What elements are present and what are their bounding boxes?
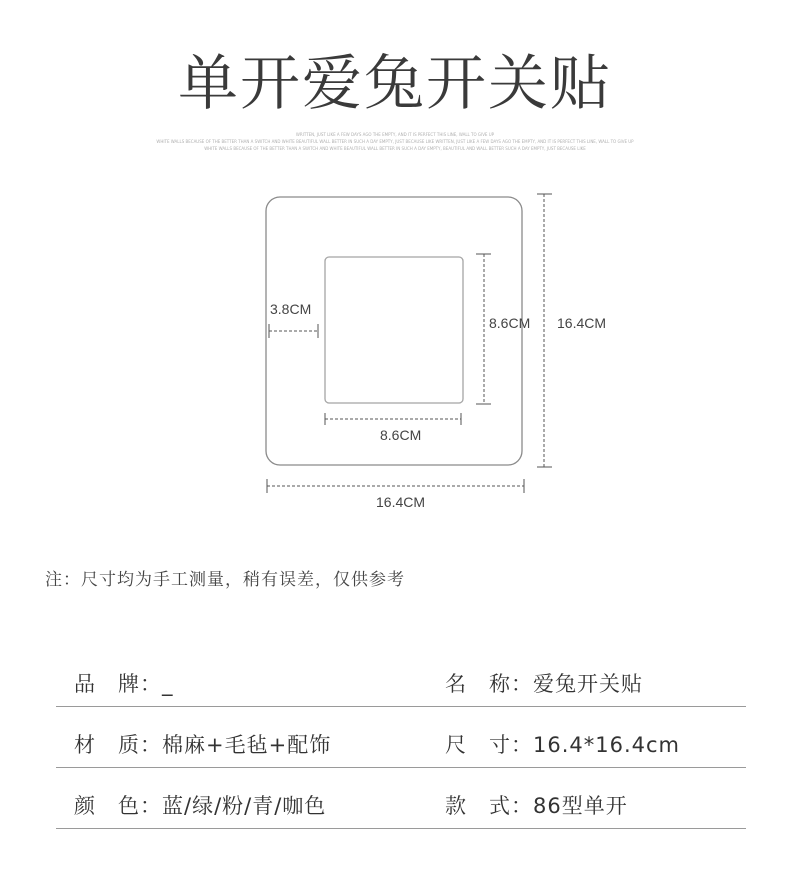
spec-key: 材 质：	[74, 733, 162, 757]
subtitle-line-1: WRITTEN, JUST LIKE A FEW DAYS AGO THE EMPTY, AND IT IS PERFECT THIS LINE, WALL TO GIVE UP	[295, 132, 495, 137]
outer-height-dimension-label: 16.4CM	[557, 315, 607, 331]
spec-key: 品 牌：	[74, 672, 162, 696]
spec-row	[56, 768, 746, 829]
spec-key: 颜 色：	[74, 794, 162, 818]
spec-key: 款 式：	[445, 794, 533, 818]
margin-dimension-label: 3.8CM	[270, 301, 312, 317]
page-title: 单开爱兔开关贴	[178, 49, 612, 119]
spec-value: 爱兔开关贴	[533, 672, 643, 696]
measurement-note: 注：尺寸均为手工测量，稍有误差，仅供参考	[45, 570, 405, 590]
subtitle-line-3: WHITE WALLS BECAUSE OF THE BETTER THAN A SWITCH AND WHITE BEAUTIFUL WALL BETTER IN SUCH A DAY EMPTY, BEAUTIFUL AND WALL BETTER SUCH A DAY EMPTY, JUST BECAUSE LIKE	[204, 146, 586, 151]
spec-key: 尺 寸：	[445, 733, 533, 757]
spec-value: _	[162, 672, 174, 696]
spec-cell-color	[74, 790, 326, 820]
spec-value: 棉麻+毛毡+配饰	[162, 733, 332, 757]
inner-width-dimension-label: 8.6CM	[380, 427, 422, 443]
inner-height-dimension-label: 8.6CM	[489, 315, 531, 331]
spec-row	[56, 707, 746, 768]
spec-key: 名 称：	[445, 672, 533, 696]
spec-cell-name	[445, 668, 643, 698]
spec-value: 86型单开	[533, 794, 628, 818]
spec-table	[56, 660, 746, 829]
subtitle-line-2: WHITE WALLS BECAUSE OF THE BETTER THAN A SWITCH AND WHITE BEAUTIFUL WALL BETTER IN SUCH A DAY EMPTY, JUST BECAUSE LIKE WRITTEN, JUST LIKE A FEW DAYS AGO THE EMPTY, AND IT IS PERFECT THIS LINE, WALL TO GIVE UP	[156, 139, 634, 144]
spec-cell-style	[445, 790, 628, 820]
spec-cell-size	[445, 729, 680, 759]
spec-row	[56, 660, 746, 707]
outer-width-dimension-label: 16.4CM	[376, 494, 426, 510]
inner-opening-outline	[325, 257, 463, 403]
spec-cell-material	[74, 729, 331, 759]
spec-value: 蓝/绿/粉/青/咖色	[162, 794, 327, 818]
spec-cell-brand	[74, 668, 174, 698]
spec-value: 16.4*16.4cm	[533, 733, 681, 757]
